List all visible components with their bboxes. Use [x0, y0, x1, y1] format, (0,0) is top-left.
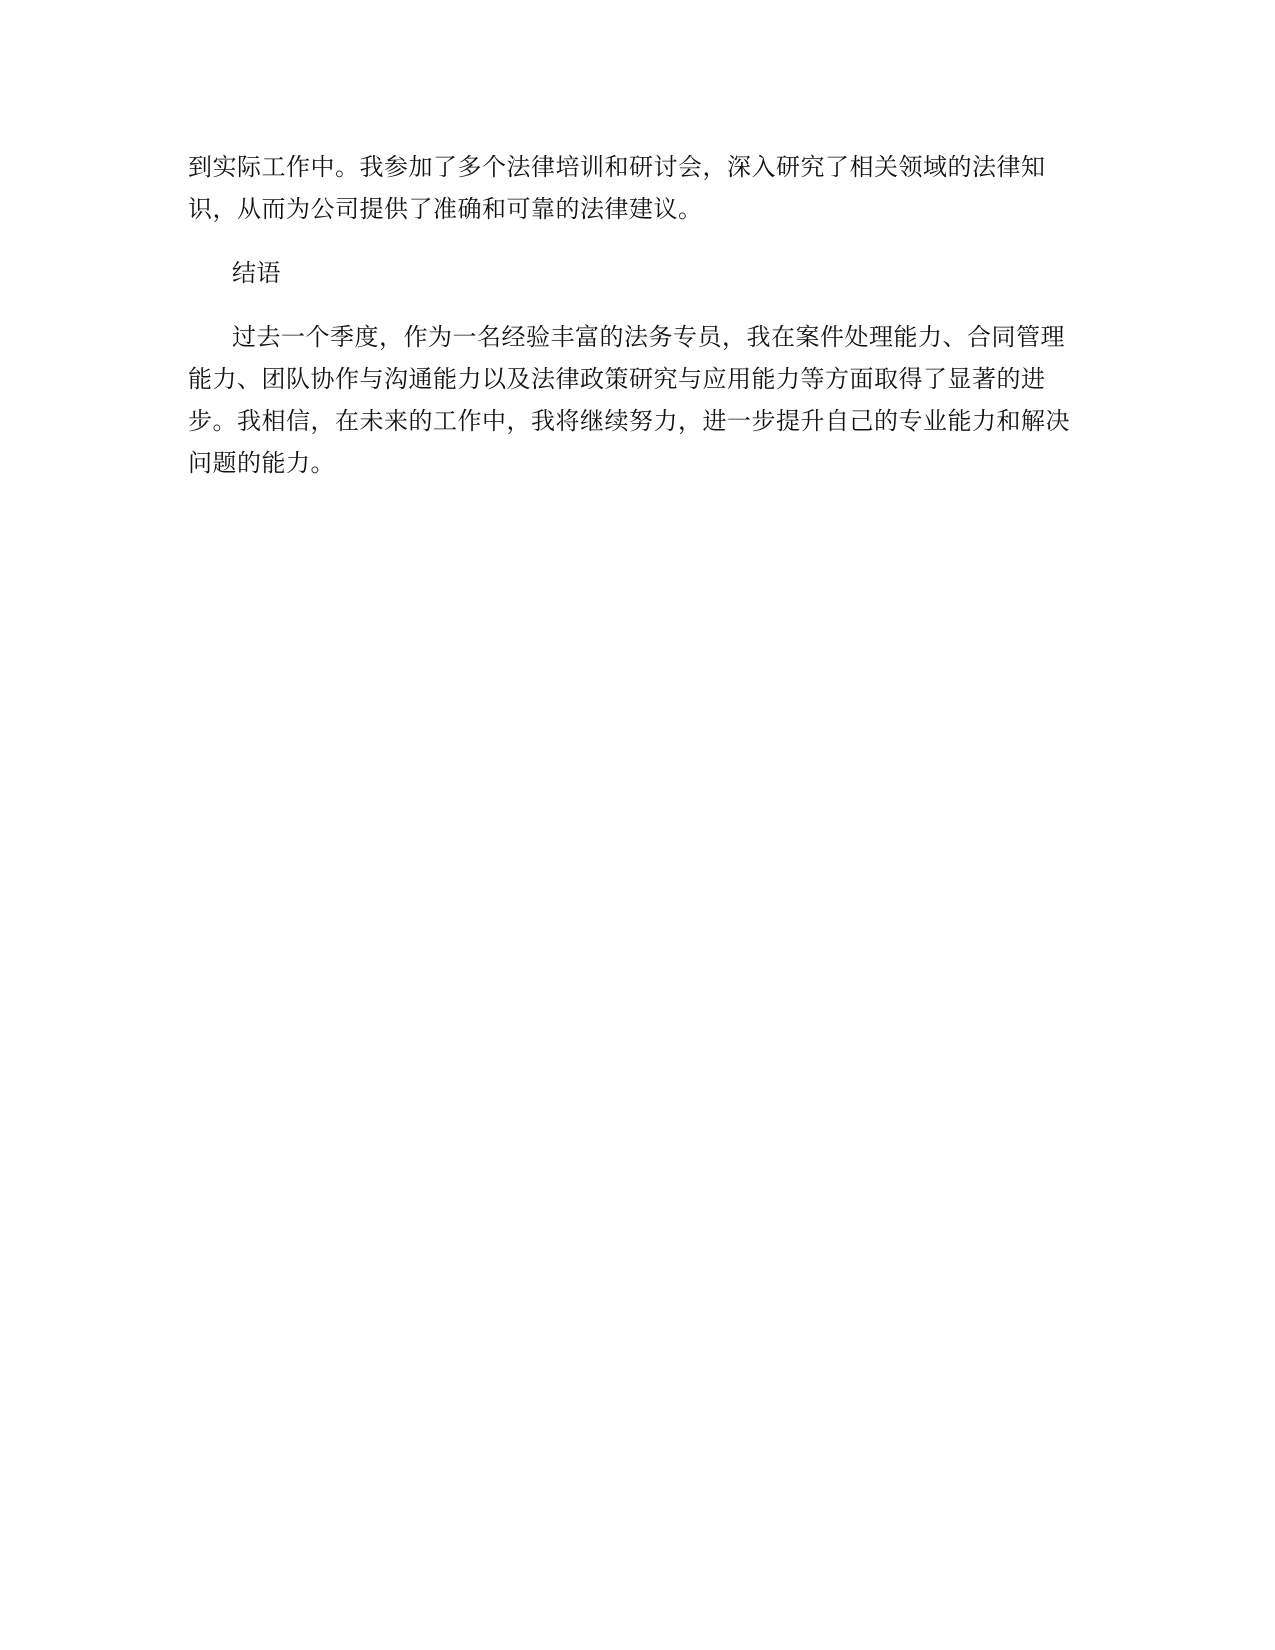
paragraph-line: 过去一个季度，作为一名经验丰富的法务专员，我在案件处理能力、合同管理 — [232, 323, 1065, 351]
paragraph-spacer — [188, 230, 1088, 252]
document-body — [188, 146, 1088, 484]
paragraph-line: 识，从而为公司提供了准确和可靠的法律建议。 — [188, 195, 703, 223]
paragraph-spacer — [188, 294, 1088, 316]
paragraph-continued — [188, 146, 1088, 230]
conclusion-paragraph — [188, 316, 1088, 484]
paragraph-line: 能力、团队协作与沟通能力以及法律政策研究与应用能力等方面取得了显著的进 — [188, 365, 1046, 393]
paragraph-line: 问题的能力。 — [188, 449, 335, 477]
section-heading: 结语 — [232, 259, 281, 287]
paragraph-line: 到实际工作中。我参加了多个法律培训和研讨会，深入研究了相关领域的法律知 — [188, 153, 1046, 181]
paragraph-line: 步。我相信，在未来的工作中，我将继续努力，进一步提升自己的专业能力和解决 — [188, 407, 1070, 435]
